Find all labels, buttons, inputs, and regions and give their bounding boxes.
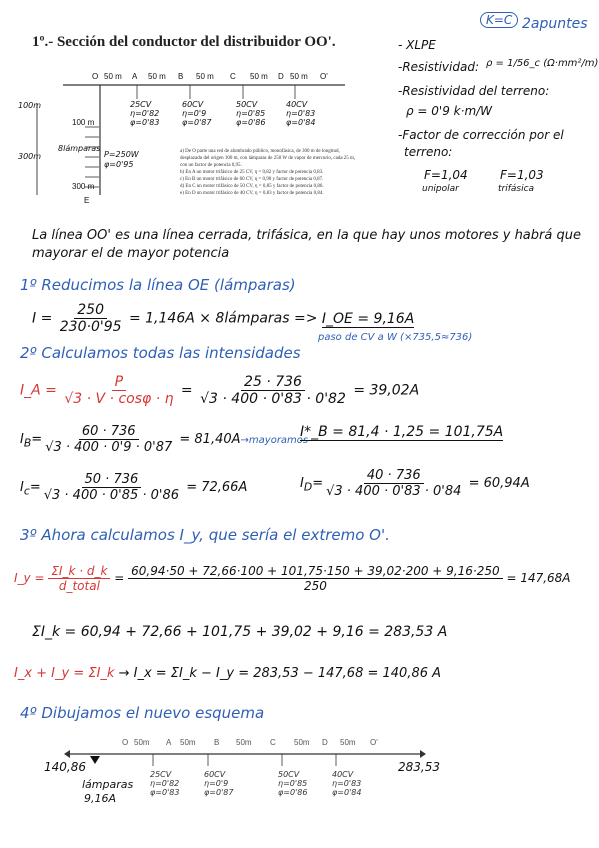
point-label: C <box>230 72 236 81</box>
span-label: 50 m <box>104 72 122 81</box>
iy-equation: I_y = $\frac{\Sigma I\_k \cdot d\_k}{\text{d\_total}}$ = $\frac{60,94\cdot 50 + 72,66\cdot 100 + 101,75\cdot 150 + 39,02\cdot 200 + 9,16\cdot 250}{250}$ = 147,68A <box>14 564 571 593</box>
ia-equation: I_A = $\frac{P}{√3 \cdot V \cdot \cos\varphi \cdot \eta}$ = $\frac{25 \cdot 736}{√3 \cdot 400 \cdot 0'83 \cdot 0'82}$ = 39,02A <box>20 374 420 407</box>
lamp-pf: φ=0'95 <box>104 160 134 169</box>
left-current: 140,86 <box>44 760 86 774</box>
point-label: O' <box>320 72 328 81</box>
intro-line-1: La línea OO' es una línea cerrada, trifásica, en la que hay unos motores y habrá que <box>32 228 581 243</box>
note-f-unipolar-label: unipolar <box>422 184 459 194</box>
ic-equation: $I_c=$ $\frac{50 \cdot 736}{√3 \cdot 400 \cdot 0'85 \cdot 0'86}$ = 72,66A <box>20 472 248 503</box>
span-label: 50m <box>294 738 310 747</box>
motor-d: 40CV η=0'83 φ=0'84 <box>286 100 316 127</box>
side-dim: 100m <box>18 101 42 110</box>
point-label: D <box>278 72 284 81</box>
ib-mayorada: I*_B = 81,4 · 1,25 = 101,75A <box>300 424 504 440</box>
span-label: 50 m <box>290 72 308 81</box>
note-rho-terreno: ρ = 0'9 k·m/W <box>406 104 493 118</box>
step1-equation: I = $\frac{250}{230\cdot 0'95}$ = 1,146A × 8lámparas => I_OE = 9,16A <box>32 302 415 335</box>
motor-c-new: 50CV η=0'85 φ=0'86 <box>278 770 308 797</box>
motor-b: 60CV η=0'9 φ=0'87 <box>182 100 212 127</box>
problem-statement: a) De O parte una red de alumbrado público, monofásica, de 300 m de longitud, desplazado del origen 100 m, con lámparas de 250 W de vapor de mercurio, cada 25 m, con un factor de potencia 0,95. b) En A un motor trifásico de 25 CV, η = 0,82 y factor de potencia 0,83. c) En B un motor trifásico de 60 CV, η = 0,90 y factor de potencia 0,87. d) En C un motor trifásico de 50 CV, η = 0,85 y factor de potencia 0,86. e) En D un motor trifásico de 40 CV, η = 0,83 y factor de potencia 0,84. <box>180 149 356 196</box>
note-f-trifasica-label: trifásica <box>498 184 535 194</box>
ix-equation: I_x + I_y = ΣI_k → I_x = ΣI_k − I_y = 283,53 − 147,68 = 140,86 A <box>14 666 442 681</box>
step1-heading: 1º Reducimos la línea OE (lámparas) <box>20 276 296 294</box>
note-f-unipolar: F=1,04 <box>424 168 468 182</box>
point-label: B <box>178 72 184 81</box>
span-label: 50m <box>134 738 150 747</box>
apuntes-label: 2apuntes <box>522 16 588 32</box>
span-label: 50m <box>180 738 196 747</box>
lamps-label: 8lámparas <box>58 144 101 153</box>
point-label: O <box>122 738 129 747</box>
id-equation: $I_D=$ $\frac{40 \cdot 736}{√3 \cdot 400 \cdot 0'83 \cdot 0'84}$ = 60,94A <box>300 468 530 499</box>
note-factor-1: -Factor de corrección por el <box>398 128 564 142</box>
lamp-power: P=250W <box>104 150 139 159</box>
point-label: C <box>270 738 276 747</box>
point-label: A <box>132 72 138 81</box>
motor-a: 25CV η=0'82 φ=0'83 <box>130 100 160 127</box>
note-resistividad-terreno: -Resistividad del terreno: <box>398 84 550 98</box>
page-title: 1º.- Sección del conductor del distribuidor OO'. <box>32 34 336 50</box>
step2-heading: 2º Calculamos todas las intensidades <box>20 344 301 362</box>
note-f-trifasica: F=1,03 <box>500 168 544 182</box>
ib-equation: $I_B=$ $\frac{60 \cdot 736}{√3 \cdot 400 \cdot 0'9 \cdot 0'87}$ = 81,40A→mayoramos <box>20 424 309 455</box>
step4-heading: 4º Dibujamos el nuevo esquema <box>20 704 265 722</box>
point-label: O <box>92 72 99 81</box>
vertical-dim: 100 m <box>72 118 95 127</box>
note-factor-2: terreno: <box>404 145 453 159</box>
vertical-dim: 300 m <box>72 182 95 191</box>
sum-line: ΣI_k = 60,94 + 72,66 + 101,75 + 39,02 + 9,16 = 283,53 A <box>32 624 448 640</box>
lamps-label: lámparas <box>82 778 134 791</box>
end-label: E <box>84 196 90 205</box>
span-label: 50m <box>340 738 356 747</box>
span-label: 50 m <box>148 72 166 81</box>
note-rho-formula: ρ = 1/56_c (Ω·mm²/m) <box>486 58 599 69</box>
point-label: A <box>166 738 172 747</box>
side-dim: 300m <box>18 152 42 161</box>
motor-c: 50CV η=0'85 φ=0'86 <box>236 100 266 127</box>
point-label: B <box>214 738 220 747</box>
note-xlpe: - XLPE <box>398 38 436 52</box>
point-label: D <box>322 738 328 747</box>
note-resistividad: -Resistividad: <box>398 60 479 74</box>
step3-heading: 3º Ahora calculamos I_y, que sería el extremo O'. <box>20 526 390 544</box>
k-badge: K=C <box>480 12 518 28</box>
intro-line-2: mayorar el de mayor potencia <box>32 246 230 261</box>
span-label: 50 m <box>196 72 214 81</box>
motor-a-new: 25CV η=0'82 φ=0'83 <box>150 770 180 797</box>
right-current: 283,53 <box>398 760 440 774</box>
motor-d-new: 40CV η=0'83 φ=0'84 <box>332 770 362 797</box>
span-label: 50 m <box>250 72 268 81</box>
step2-note: paso de CV a W (×735,5≈736) <box>318 332 473 343</box>
point-label: O' <box>370 738 378 747</box>
lamps-current: 9,16A <box>84 792 117 805</box>
motor-b-new: 60CV η=0'9 φ=0'87 <box>204 770 234 797</box>
span-label: 50m <box>236 738 252 747</box>
